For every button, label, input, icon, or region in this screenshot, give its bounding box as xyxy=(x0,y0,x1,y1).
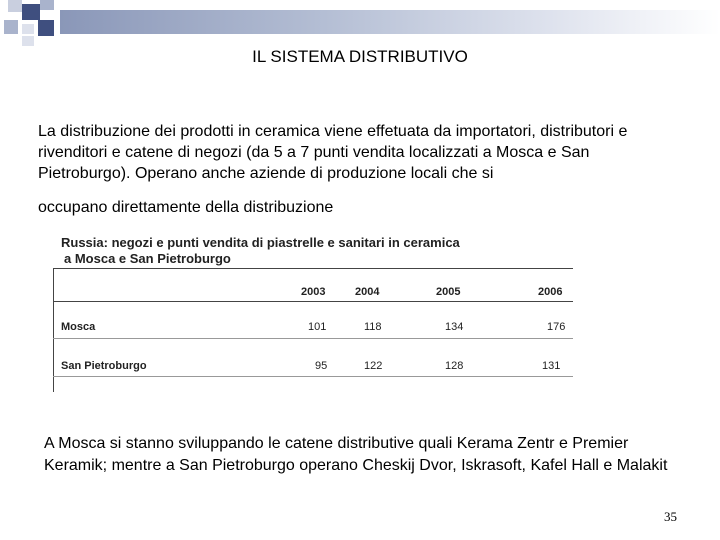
table-title-line1: Russia: negozi e punti vendita di piastrelle e sanitari in ceramica xyxy=(61,235,460,250)
table-cell: 131 xyxy=(542,360,561,372)
corner-square-mid xyxy=(4,20,18,34)
year-header: 2005 xyxy=(436,286,461,298)
corner-square-light xyxy=(22,36,34,46)
table-cell: 176 xyxy=(547,321,566,333)
table-title-line2: a Mosca e San Pietroburgo xyxy=(64,251,231,266)
row-label: Mosca xyxy=(61,321,96,333)
row-label: San Pietroburgo xyxy=(61,360,147,372)
table-cell: 134 xyxy=(445,321,464,333)
table-cell: 118 xyxy=(364,321,382,333)
corner-square-dark xyxy=(22,4,40,20)
intro-paragraph: La distribuzione dei prodotti in ceramica viene effetuata da importatori, distributori e rivenditori e catene di negozi (da 5 a 7 punti vendita localizzati a Mosca e San Pietroburgo). Operano anche aziende di produzione locali che si xyxy=(38,123,628,182)
table-title xyxy=(61,235,460,267)
table-header-separator xyxy=(53,301,573,302)
corner-square-light xyxy=(8,0,22,12)
table-cell: 95 xyxy=(315,360,328,372)
table-cell: 101 xyxy=(308,321,327,333)
table-cell: 128 xyxy=(445,360,464,372)
table-row-separator xyxy=(53,338,573,339)
stores-table xyxy=(53,232,573,392)
year-header: 2006 xyxy=(538,286,563,298)
intro-paragraph-continued: occupano direttamente della distribuzione xyxy=(38,199,334,216)
table-bottom-border xyxy=(53,376,573,377)
corner-square-mid xyxy=(40,0,54,10)
table-cell: 122 xyxy=(364,360,383,372)
corner-square-dark xyxy=(38,20,54,36)
header-band xyxy=(60,10,720,34)
corner-square-light xyxy=(22,24,34,34)
year-header: 2003 xyxy=(301,286,326,298)
chains-paragraph: A Mosca si stanno sviluppando le catene distributive quali Kerama Zentr e Premier Keramik; mentre a San Pietroburgo operano Cheskij Dvor, Iskrasoft, Kafel Hall e Malakit xyxy=(44,435,668,474)
page-number: 35 xyxy=(664,509,677,524)
table-left-border xyxy=(53,268,54,392)
page-title: IL SISTEMA DISTRIBUTIVO xyxy=(252,47,468,66)
year-header: 2004 xyxy=(355,286,380,298)
table-top-border xyxy=(53,268,573,269)
